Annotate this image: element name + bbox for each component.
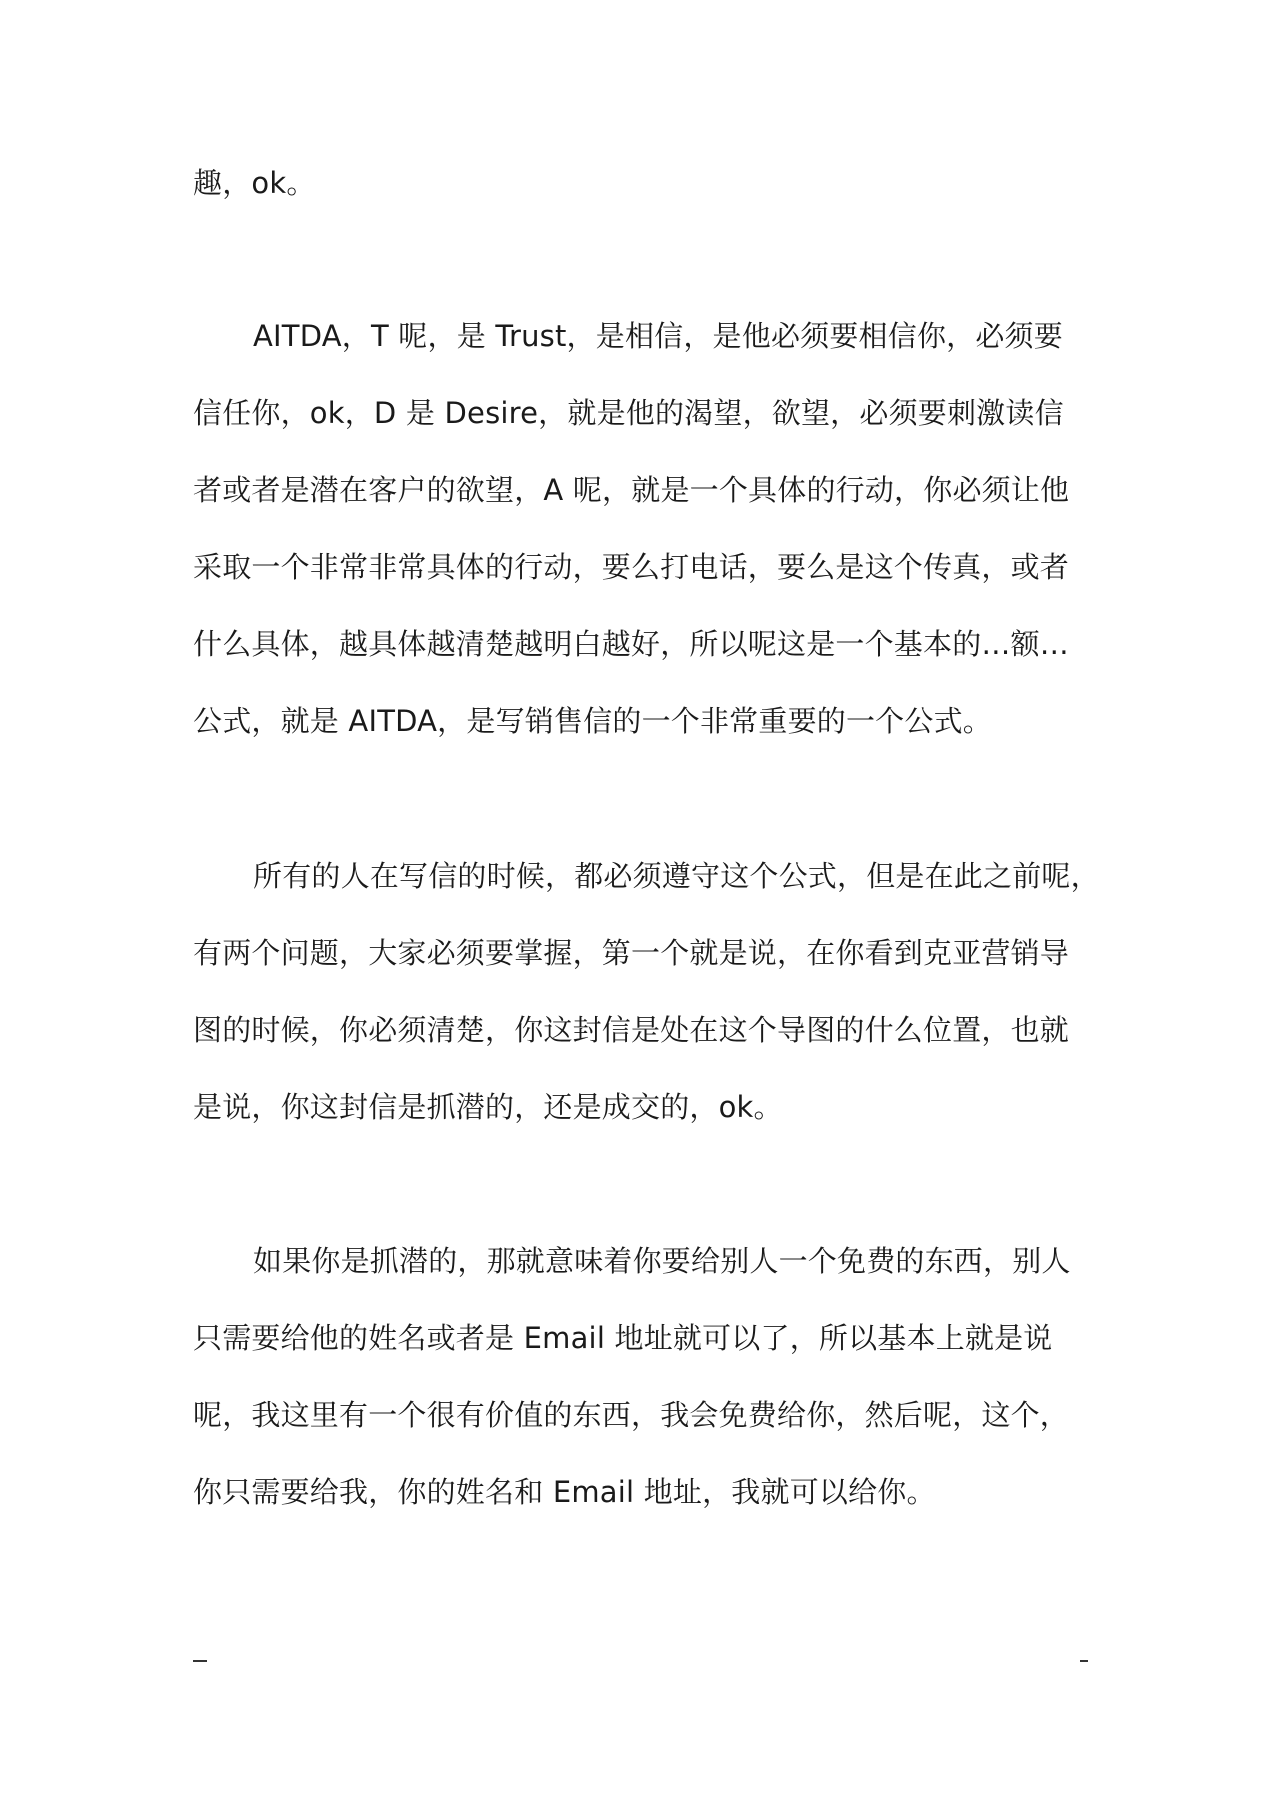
text-line: 是说，你这封信是抓潜的，还是成交的，ok。 <box>193 1090 783 1124</box>
text-line: 所有的人在写信的时候，都必须遵守这个公式，但是在此之前呢， <box>253 859 1100 893</box>
text-line: 图的时候，你必须清楚，你这封信是处在这个导图的什么位置，也就 <box>193 1013 1070 1047</box>
text-line: 信任你，ok，D 是 Desire，就是他的渴望，欲望，必须要刺激读信 <box>193 396 1064 430</box>
text-line: 采取一个非常非常具体的行动，要么打电话，要么是这个传真，或者 <box>193 550 1070 584</box>
text-line: AITDA，T 呢，是 Trust，是相信，是他必须要相信你，必须要 <box>253 319 1063 353</box>
footer-rule-right <box>1080 1660 1088 1662</box>
footer-rule-left <box>193 1660 207 1662</box>
text-line: 呢，我这里有一个很有价值的东西，我会免费给你，然后呢，这个， <box>193 1398 1070 1432</box>
text-line: 公式，就是 AITDA，是写销售信的一个非常重要的一个公式。 <box>193 704 992 738</box>
text-line: 如果你是抓潜的，那就意味着你要给别人一个免费的东西，别人 <box>253 1244 1071 1278</box>
text-line: 趣，ok。 <box>193 166 316 200</box>
text-line: 有两个问题，大家必须要掌握，第一个就是说，在你看到克亚营销导 <box>193 936 1070 970</box>
text-line: 什么具体，越具体越清楚越明白越好，所以呢这是一个基本的…额… <box>193 627 1070 661</box>
text-line: 者或者是潜在客户的欲望，A 呢，就是一个具体的行动，你必须让他 <box>193 473 1070 507</box>
text-line: 只需要给他的姓名或者是 Email 地址就可以了，所以基本上就是说 <box>193 1321 1053 1355</box>
text-line: 你只需要给我，你的姓名和 Email 地址，我就可以给你。 <box>193 1475 936 1509</box>
